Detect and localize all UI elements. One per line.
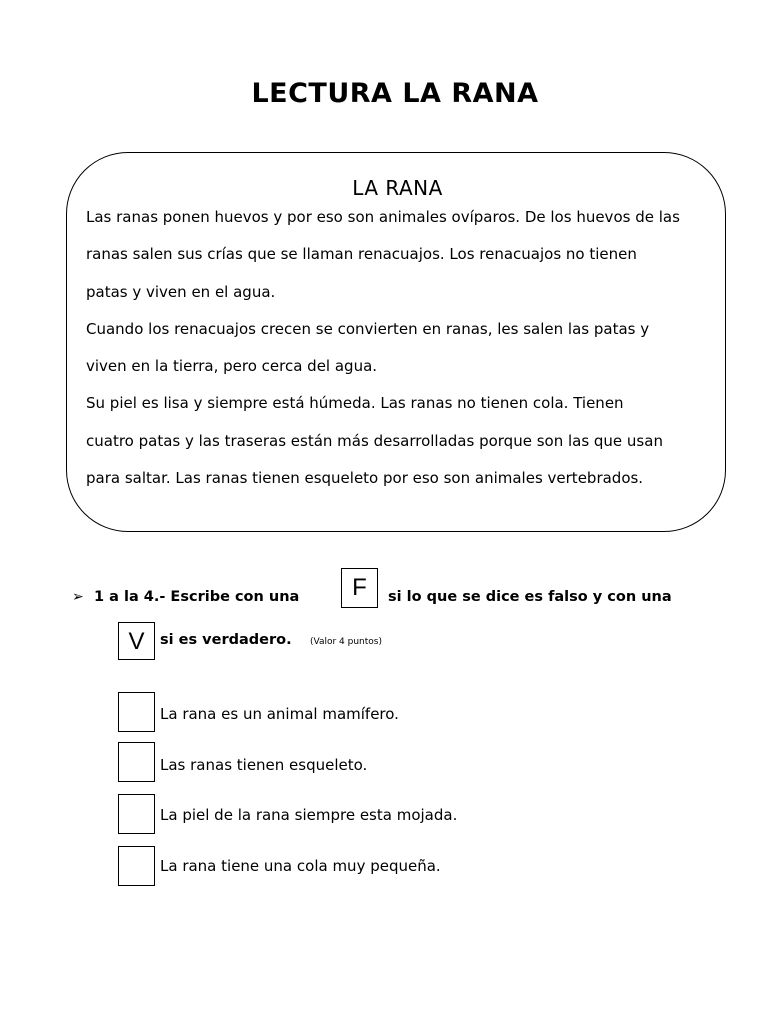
arrow-bullet-icon: ➢ bbox=[72, 589, 84, 605]
statement-3: La piel de la rana siempre esta mojada. bbox=[160, 806, 458, 824]
page-title: LECTURA LA RANA bbox=[251, 78, 539, 109]
true-letter-box: V bbox=[118, 622, 155, 660]
answer-box-2[interactable] bbox=[118, 742, 155, 782]
reading-line: cuatro patas y las traseras están más desarrolladas porque son las que usan bbox=[86, 431, 663, 450]
reading-line: Las ranas ponen huevos y por eso son animales ovíparos. De los huevos de las bbox=[86, 208, 680, 226]
reading-text bbox=[86, 199, 726, 497]
reading-line: Cuando los renacuajos crecen se convierten en ranas, les salen las patas y bbox=[86, 319, 650, 338]
statement-2: Las ranas tienen esqueleto. bbox=[160, 756, 368, 774]
reading-line: para saltar. Las ranas tienen esqueleto por eso son animales vertebrados. bbox=[86, 469, 644, 488]
statement-4: La rana tiene una cola muy pequeña. bbox=[160, 857, 441, 875]
reading-line: ranas salen sus crías que se llaman renacuajos. Los renacuajos no tienen bbox=[86, 245, 637, 264]
answer-box-3[interactable] bbox=[118, 794, 155, 834]
reading-line: patas y viven en el agua. bbox=[86, 282, 276, 301]
instruction-part3: si es verdadero. bbox=[160, 632, 292, 648]
reading-title: LA RANA bbox=[352, 176, 443, 200]
points-value: (Valor 4 puntos) bbox=[310, 637, 382, 647]
false-letter-box: F bbox=[341, 568, 378, 608]
answer-box-4[interactable] bbox=[118, 846, 155, 886]
instruction-part1: 1 a la 4.- Escribe con una bbox=[94, 589, 300, 605]
reading-line: Su piel es lisa y siempre está húmeda. Las ranas no tienen cola. Tienen bbox=[86, 394, 624, 413]
statement-1: La rana es un animal mamífero. bbox=[160, 705, 399, 723]
reading-line: viven en la tierra, pero cerca del agua. bbox=[86, 357, 378, 376]
answer-box-1[interactable] bbox=[118, 692, 155, 732]
instruction-part2: si lo que se dice es falso y con una bbox=[388, 589, 672, 605]
